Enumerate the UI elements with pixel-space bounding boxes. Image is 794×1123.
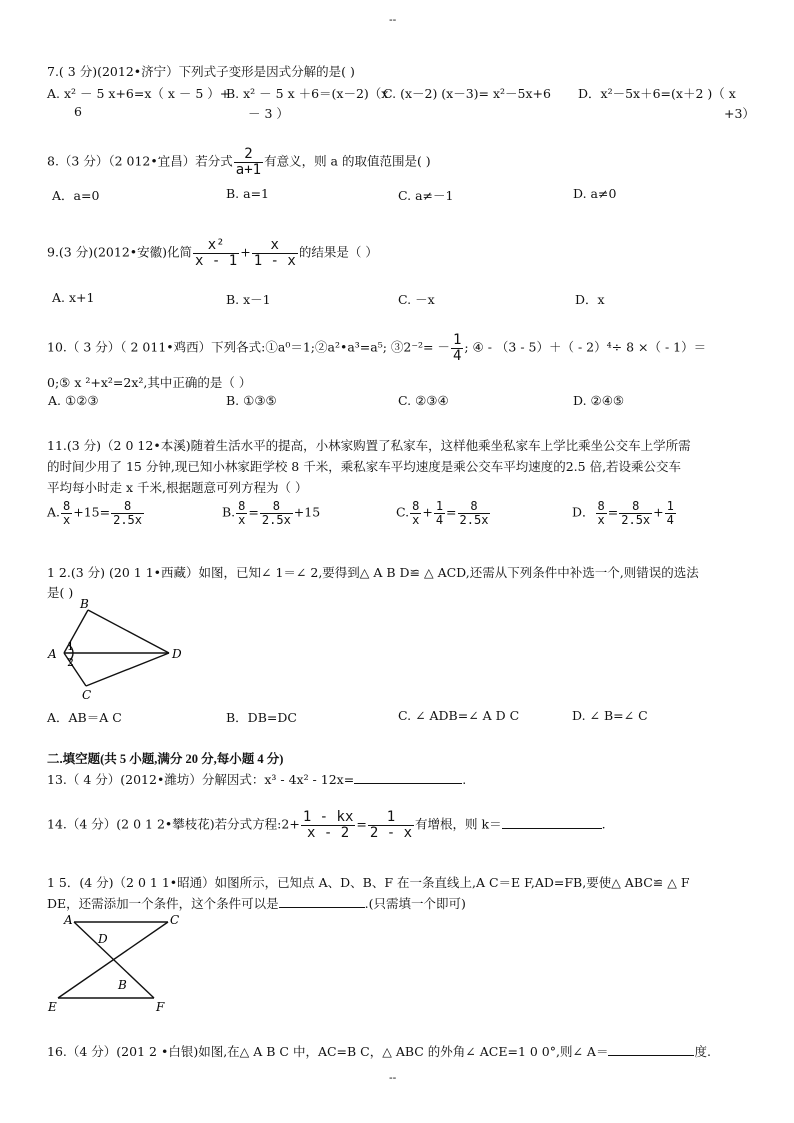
q10-line1-pre: 10.（ 3 分）（ 2 011•鸡西）下列各式:①a⁰＝1;②a²•a³=a⁵; ③2⁻²= － [47, 339, 450, 355]
q7-option-d-line1: D．x²－5x＋6=(x＋2 )（ x [578, 86, 736, 101]
q9-stem-post: 的结果是（ ） [298, 244, 378, 260]
q8-option-c[interactable]: C. a≠－1 [398, 188, 454, 203]
q11-d-frac1 [596, 500, 607, 526]
q15-label-f: F [156, 1000, 165, 1014]
q11-d-frac3 [665, 500, 676, 526]
q9-stem-pre: 9.(3 分)(2012•安徽)化简 [47, 244, 193, 260]
q11-b-n2: 8 [260, 500, 293, 514]
q7-option-b-line2: － 3 ） [248, 106, 289, 121]
q10-line1 [47, 333, 706, 363]
q10-option-a[interactable]: A. ①②③ [48, 393, 99, 408]
q12-label-a: A [48, 647, 57, 661]
q15-line2-post: .(只需填一个即可) [364, 896, 466, 911]
q12-option-a[interactable]: A．AB＝A C [47, 710, 122, 725]
q12-option-b[interactable]: B．DB=DC [226, 710, 297, 725]
q11-a-n2: 8 [111, 500, 144, 514]
q13-answer-blank[interactable] [354, 771, 462, 784]
q11-b-n1: 8 [238, 499, 246, 513]
q10-line1-post: ; ④ - （3 - 5）＋（ - 2）⁴÷ 8 ×（ - 1）＝ [464, 339, 707, 355]
q8-frac-num: 2 [234, 147, 263, 163]
q12-option-c[interactable]: C. ∠ ADB=∠ A D C [398, 708, 520, 723]
q15-label-d: D [98, 932, 108, 946]
q11-a-frac1 [61, 500, 72, 526]
q11-line3: 平均每小时走 x 千米,根据题意可列方程为（ ） [47, 480, 308, 495]
q7-option-b[interactable] [226, 84, 388, 102]
q11-option-d[interactable] [572, 500, 677, 526]
q11-d-n3: 1 [666, 499, 674, 513]
q11-c-n3: 8 [458, 500, 491, 514]
q11-c-frac1 [410, 500, 421, 526]
q16-answer-blank[interactable] [608, 1043, 694, 1056]
q8-option-d[interactable]: D. a≠0 [573, 186, 617, 201]
q11-d-label: D． [572, 504, 595, 520]
q11-d-eq: = [607, 504, 619, 520]
q10-fraction [451, 333, 463, 363]
q14-stem-mid: 有增根，则 k＝ [415, 816, 502, 832]
q11-line2: 的时间少用了 15 分钟,现已知小林家距学校 8 千米，乘私家车平均速度是乘公交车平均速度的2.5 倍,若设乘公交车 [47, 459, 682, 474]
q14-fraction-1 [301, 810, 356, 840]
q12-label-b: B [80, 597, 89, 611]
q12-label-angle1: 1 [67, 640, 74, 653]
q11-b-d2: 2.5x [261, 512, 291, 527]
q8-stem-post: 有意义，则 a 的取值范围是( ) [264, 153, 431, 169]
q14-fraction-2 [368, 810, 414, 840]
q8-frac-den: a+1 [235, 161, 262, 178]
q10-option-c[interactable]: C. ②③④ [398, 393, 449, 408]
q11-d-d3: 4 [666, 512, 674, 527]
q12-option-d[interactable]: D. ∠ B=∠ C [572, 708, 648, 723]
q9-plus: + [240, 244, 251, 260]
q9-option-a[interactable]: A. x+1 [52, 290, 95, 305]
q10-line2: 0;⑤ x ²+x²=2x²,其中正确的是（ ） [47, 375, 252, 390]
q8-fraction [234, 147, 263, 177]
q11-b-mid: = [248, 504, 259, 520]
q11-d-n2: 8 [619, 500, 652, 514]
q8-option-a[interactable]: A．a=0 [52, 188, 100, 203]
q13-stem-post: . [462, 772, 467, 787]
q11-a-d1: x [63, 512, 71, 527]
q7-option-a-line1: A. x² － 5 x+6=x（ x － 5 ）+ [47, 86, 231, 101]
q14-stem-pre: 14.（4 分）(2 0 1 2•攀枝花)若分式方程:2+ [47, 816, 300, 832]
q12-label-angle2: 2 [67, 656, 74, 669]
q11-c-plus: + [422, 504, 433, 520]
q7-option-d-line2: +3） [724, 106, 755, 121]
q7-stem: 7.( 3 分)(2012•济宁）下列式子变形是因式分解的是( ) [47, 64, 355, 79]
q7-option-d[interactable] [578, 84, 736, 102]
q11-option-c[interactable] [396, 500, 491, 526]
q9-f1-den: x - 1 [195, 252, 238, 269]
q11-c-d2: 4 [435, 512, 444, 527]
q14-f1-num: 1 - kx [302, 809, 354, 825]
q9-option-b[interactable]: B. x－1 [226, 292, 271, 307]
q11-b-d1: x [238, 512, 246, 527]
q11-option-a[interactable] [47, 500, 145, 526]
q7-option-a[interactable] [47, 84, 230, 102]
q15-line2-pre: DE，还需添加一个条件，这个条件可以是 [47, 896, 279, 911]
q16-stem-post: 度. [694, 1044, 711, 1059]
q15-label-a: A [64, 913, 73, 927]
q9-option-d[interactable]: D．x [575, 292, 605, 307]
q8-stem [47, 147, 431, 177]
q8-option-b[interactable]: B. a=1 [226, 186, 270, 201]
q11-c-eq: = [446, 504, 457, 520]
q11-option-b[interactable] [222, 500, 320, 526]
q12-edge-bd [88, 610, 169, 653]
q15-figure [44, 910, 184, 1020]
q11-d-n1: 8 [597, 499, 605, 513]
q11-a-mid: +15= [73, 504, 111, 520]
q12-kite-figure [44, 596, 194, 706]
q8-stem-pre: 8.（3 分）（2 012•宜昌）若分式 [47, 153, 233, 169]
q11-d-frac2 [619, 500, 652, 526]
q15-answer-blank[interactable] [279, 895, 365, 908]
q14-f2-num: 1 [368, 810, 414, 826]
q11-a-d2: 2.5x [113, 512, 143, 527]
q12-label-c: C [82, 688, 92, 702]
q9-f2-den: 1 - x [253, 252, 296, 269]
q12-line1: 1 2.(3 分) (20 1 1•西藏）如图，已知∠ 1＝∠ 2,要得到△ A B D≌ △ ACD,还需从下列条件中补选一个,则错误的选法 [47, 565, 699, 580]
q9-fraction-2 [252, 238, 298, 268]
section-2-title: 二.填空题(共 5 小题,满分 20 分,每小题 4 分) [47, 752, 284, 766]
q11-d-d2: 2.5x [621, 512, 651, 527]
q10-option-b[interactable]: B. ①③⑤ [226, 393, 277, 408]
q11-b-frac1 [236, 500, 247, 526]
q11-c-frac2 [434, 500, 445, 526]
q11-c-frac3 [458, 500, 491, 526]
q11-c-n2: 1 [435, 499, 444, 513]
q11-b-frac2 [260, 500, 293, 526]
q14-stem-post: . [601, 816, 606, 832]
q14-f2-den: 2 - x [369, 824, 413, 841]
q15-line-ce [58, 922, 168, 998]
q7-option-c[interactable]: C. (x－2) (x－3)= x²－5x+6 [383, 86, 551, 101]
q11-c-n1: 8 [412, 499, 420, 513]
q11-a-n1: 8 [63, 499, 71, 513]
q10-frac-den: 4 [452, 347, 462, 364]
q13-stem: 13.（ 4 分）(2012•潍坊）分解因式：x³ - 4x² - 12x= [47, 772, 355, 787]
q11-a-label: A. [47, 504, 61, 520]
q15-line1: 1 5．(4 分)（2 0 1 1•昭通）如图所示，已知点 A、D、B、F 在一条直线上,A C＝E F,AD=FB,要使△ ABC≌ △ F [47, 875, 690, 890]
q9-fraction-1 [193, 238, 239, 268]
q15-label-b: B [118, 978, 127, 992]
q11-c-d1: x [412, 512, 420, 527]
q11-a-frac2 [111, 500, 144, 526]
q15-label-e: E [48, 1000, 57, 1014]
q15-label-c: C [170, 913, 180, 927]
q11-b-label: B. [222, 504, 236, 520]
q11-b-post: +15 [293, 504, 321, 520]
q7-option-a-line2: 6 [74, 104, 82, 119]
q14-answer-blank[interactable] [502, 816, 602, 829]
header-mark: -- [389, 14, 397, 26]
q12-label-d: D [172, 647, 182, 661]
q11-d-plus: + [653, 504, 664, 520]
q7-option-b-line1: B. x² － 5 x ＋6＝(x－2)（x [226, 86, 389, 101]
q11-c-label: C. [396, 504, 410, 520]
question-14 [47, 810, 606, 840]
q16-stem: 16.（4 分）(201 2 •白银)如图,在△ A B C 中，AC=B C，△ ABC 的外角∠ ACE=1 0 0°,则∠ A＝ [47, 1044, 609, 1059]
q14-f1-den: x - 2 [307, 824, 350, 841]
question-16 [47, 1042, 711, 1060]
q11-c-d3: 2.5x [459, 512, 489, 527]
q9-f1-num: x² [193, 238, 239, 254]
q9-f2-num: x [252, 238, 298, 254]
q9-stem [47, 238, 378, 268]
q10-frac-num: 1 [452, 332, 462, 348]
q12-line2: 是( ) [47, 585, 74, 600]
q11-line1: 11.(3 分)（2 0 12•本溪)随着生活水平的提高，小林家购置了私家车，这样他乘坐私家车上学比乘坐公交车上学所需 [47, 438, 691, 453]
q10-option-d[interactable]: D. ②④⑤ [573, 393, 625, 408]
q14-eq: = [356, 816, 367, 832]
q9-option-c[interactable]: C. －x [398, 292, 435, 307]
question-13 [47, 770, 466, 788]
q12-edge-cd [86, 653, 169, 686]
q11-d-d1: x [597, 512, 605, 527]
footer-mark: -- [389, 1072, 397, 1084]
